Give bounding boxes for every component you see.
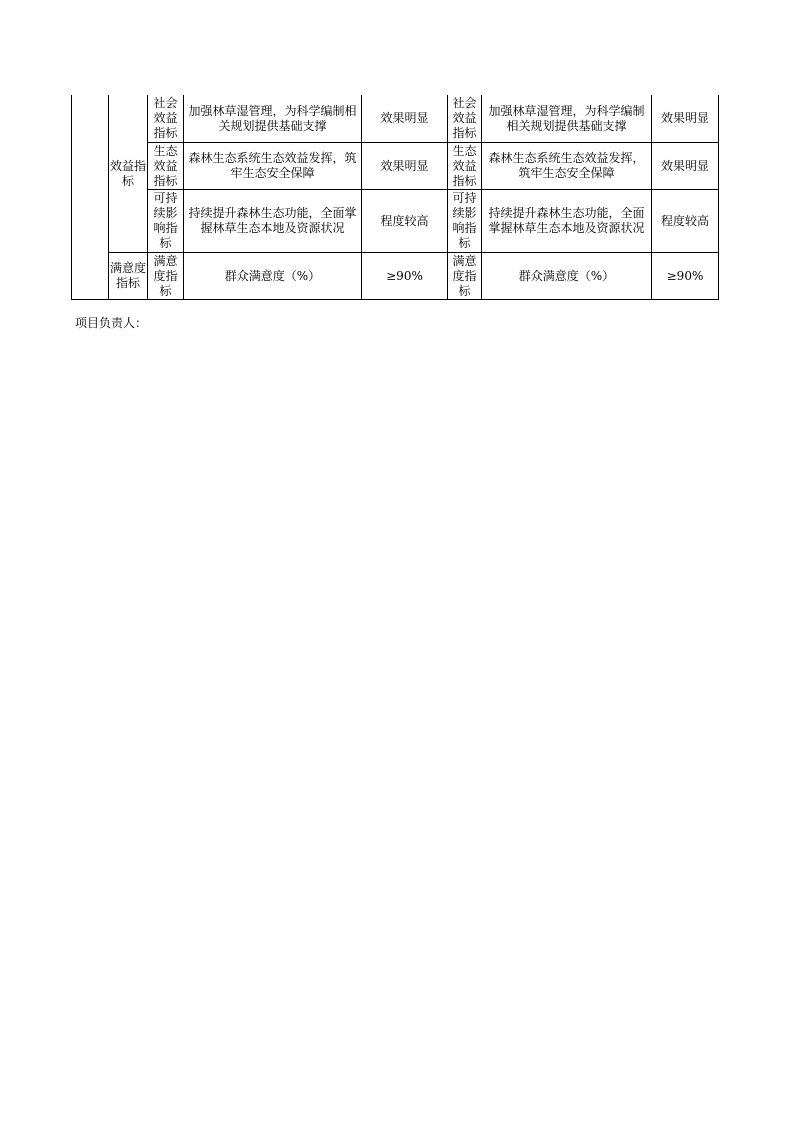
sub-indicator-cell: 满意度指标: [148, 253, 184, 300]
indicator-content-cell: 持续提升森林生态功能，全面掌握林草生态本地及资源状况: [184, 190, 362, 253]
performance-indicator-table: [71, 95, 719, 300]
project-leader-label: 项目负责人：: [75, 316, 148, 330]
table-row: [72, 253, 719, 300]
indicator-value-cell: 效果明显: [362, 143, 448, 190]
indicator-content-cell: 持续提升森林生态功能，全面掌握林草生态本地及资源状况: [482, 190, 652, 253]
satisfaction-category-cell: 满意度指标: [109, 253, 148, 300]
indicator-value-cell: 效果明显: [652, 95, 719, 143]
sub-indicator-cell: 社会效益指标: [148, 95, 184, 143]
indicator-content-cell: 加强林草湿管理，为科学编制相关规划提供基础支撑: [482, 95, 652, 143]
table-row: [72, 143, 719, 190]
indicator-value-cell: ≥90%: [652, 253, 719, 300]
indicator-content-cell: 群众满意度（%）: [482, 253, 652, 300]
table-row: [72, 190, 719, 253]
indicator-value-cell: 程度较高: [652, 190, 719, 253]
sub-indicator-cell: 满意度指标: [448, 253, 482, 300]
indicator-value-cell: 程度较高: [362, 190, 448, 253]
category-cell: 效益指标: [109, 95, 148, 253]
indicator-value-cell: 效果明显: [652, 143, 719, 190]
indicator-content-cell: 群众满意度（%）: [184, 253, 362, 300]
indicator-value-cell: 效果明显: [362, 95, 448, 143]
sub-indicator-cell: 社会效益指标: [448, 95, 482, 143]
sub-indicator-cell: 生态效益指标: [148, 143, 184, 190]
indicator-content-cell: 森林生态系统生态效益发挥，筑牢生态安全保障: [184, 143, 362, 190]
sub-indicator-cell: 可持续影响指标: [448, 190, 482, 253]
outer-cell: [72, 95, 109, 300]
sub-indicator-cell: 可持续影响指标: [148, 190, 184, 253]
indicator-value-cell: ≥90%: [362, 253, 448, 300]
indicator-content-cell: 加强林草湿管理，为科学编制相关规划提供基础支撑: [184, 95, 362, 143]
indicator-content-cell: 森林生态系统生态效益发挥，筑牢生态安全保障: [482, 143, 652, 190]
table-row: [72, 95, 719, 143]
sub-indicator-cell: 生态效益指标: [448, 143, 482, 190]
